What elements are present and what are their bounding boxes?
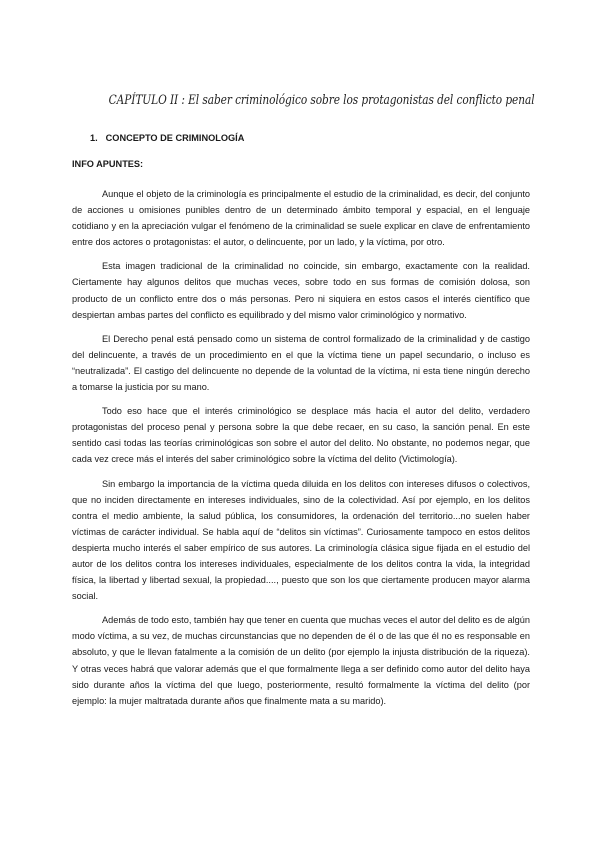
- section-number: 1.: [90, 133, 98, 143]
- paragraph: El Derecho penal está pensado como un sistema de control formalizado de la criminalidad y de castigo del delincuente, a través de un procedimiento en el que la víctima tiene un papel secundario, o incluso es “neutralizada”. El castigo del delincuente no depende de la voluntad de la víctima, ni esta tiene ningún derecho a tomarse la justicia por su mano.: [72, 333, 530, 393]
- paragraph: Sin embargo la importancia de la víctima queda diluida en los delitos con intereses difusos o colectivos, que no inciden directamente en intereses individuales, sino de la colectividad. Así por ejemplo, en los delitos contra el medio ambiente, la salud pública, los consumidores, la ordenación del territorio...no suelen haber víctimas de carácter individual. Se habla aquí de “delitos sin víctimas”. Curiosamente tampoco en estos delitos despierta mucho interés el saber empírico de sus autores. La criminología clásica sigue fijada en el estudio del autor de los delitos contra los intereses individuales, especialmente de los delitos contra la vida, la integridad física, la libertad y libertad sexual, la propiedad...., puesto que son los que ciertamente producen mayor alarma social.: [72, 478, 530, 602]
- paragraph: Esta imagen tradicional de la criminalidad no coincide, sin embargo, exactamente con la realidad. Ciertamente hay algunos delitos que muchas veces, sobre todo en sus formas de comisión dolosa, son producto de un conflicto entre dos o más personas. Pero ni siquiera en estos casos el interés científico que despiertan ambas partes del conflicto es equilibrado y del mismo valor criminológico y normativo.: [72, 261, 530, 320]
- paragraph: Todo eso hace que el interés criminológico se desplace más hacia el autor del delito, verdadero protagonistas del proceso penal y persona sobre la que debe recaer, en su caso, la sanción penal. En este sentido casi todas las teorías criminológicas son sobre el autor del delito. No obstante, no podemos negar, que cada vez crece más el interés del saber criminológico sobre la víctima del delito (Victimología).: [72, 406, 530, 465]
- paragraph: Además de todo esto, también hay que tener en cuenta que muchas veces el autor del delito es de algún modo víctima, a su vez, de muchas circunstancias que no dependen de él o de las que él no es responsable en absoluto, y que le llevan fatalmente a la comisión de un delito (por ejemplo la injusta distribución de la riqueza). Y otras veces habrá que valorar además que el que formalmente llega a ser definido como autor del delito haya sido durante años la víctima del que luego, posteriormente, resultó formalmente la víctima del delito (por ejemplo: la mujer maltratada durante años que finalmente mata a su marido).: [72, 615, 531, 706]
- chapter-title: CAPÍTULO II : El saber criminológico sobre los protagonistas del conflicto penal: [108, 92, 535, 107]
- section-title: CONCEPTO DE CRIMINOLOGÍA: [105, 133, 245, 143]
- sub-heading: INFO APUNTES:: [72, 159, 144, 169]
- section-heading: [90, 133, 530, 143]
- paragraph: Aunque el objeto de la criminología es principalmente el estudio de la criminalidad, es decir, del conjunto de acciones u omisiones punibles dentro de un determinado ámbito temporal y espacial, en el lenguaje cotidiano y en la apreciación vulgar el fenómeno de la criminalidad se suele explicar en clave de enfrentamiento entre dos actores o protagonistas: el autor, o delincuente, por un lado, y la víctima, por otro.: [72, 189, 530, 248]
